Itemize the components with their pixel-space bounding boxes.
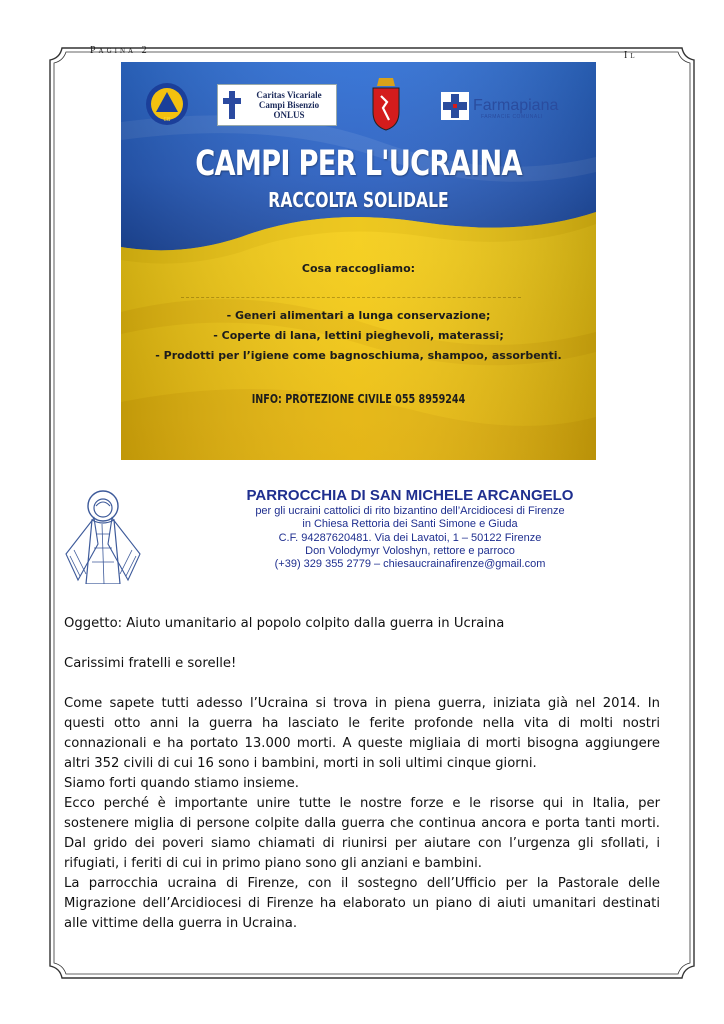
letter-paragraph: Ecco perché è importante unire tutte le nostre forze e le risorse qui in Italia, per sostenere miglia di persone colpite dalla guerra che continua ancora e porta tanti morti. Dal grido dei poveri siamo chiamati di riunirsi per aiutare con l’urgenza gli sfollati, i rifugiati, i feriti di cui in primo piano sono gli anziani e bambini.: [64, 796, 660, 871]
parish-line: per gli ucraini cattolici di rito bizantino dell’Arcidiocesi di Firenze: [255, 505, 565, 517]
parish-contact: (+39) 329 355 2779 – chiesaucrainafirenze@gmail.com: [274, 558, 546, 571]
page-number-label: Pagina 2: [90, 45, 150, 56]
parish-line: Don Volodymyr Voloshyn, rettore e parroco: [305, 544, 515, 557]
poster-subtitle: RACCOLTA SOLIDALE: [268, 188, 449, 212]
farmapiana-subtitle: FARMACIE COMUNALI: [481, 114, 543, 120]
parish-name: PARROCCHIA DI SAN MICHELE ARCANGELO: [246, 487, 574, 504]
svg-text:CB: CB: [163, 117, 171, 123]
list-item: - Coperte di lana, lettini pieghevoli, materassi;: [213, 329, 504, 342]
letter-paragraph: Siamo forti quando stiamo insieme.: [64, 776, 299, 791]
collect-heading: Cosa raccogliamo:: [301, 262, 416, 275]
letter-subject: Oggetto: Aiuto umanitario al popolo colpito dalla guerra in Ucraina: [64, 616, 505, 631]
pharmacy-cross-icon: [441, 92, 469, 120]
divider: [181, 297, 521, 298]
caritas-line: Caritas Vicariale: [256, 90, 322, 100]
letter-greeting: Carissimi fratelli e sorelle!: [64, 656, 237, 671]
protezione-civile-logo: [145, 82, 189, 126]
caritas-line: ONLUS: [273, 110, 305, 120]
farmapiana-logo: [441, 88, 571, 124]
header-right-label: Il: [624, 50, 638, 61]
parish-line: in Chiesa Rettoria dei Santi Simone e Giuda: [302, 518, 518, 531]
collect-list: [121, 306, 596, 366]
parish-header: [200, 487, 620, 571]
farmapiana-name: Farmapiana: [473, 97, 559, 114]
sponsor-logos: [121, 76, 596, 136]
poster-title: CAMPI PER L'UCRAINA: [195, 144, 522, 184]
poster-info: INFO: PROTEZIONE CIVILE 055 8959244: [251, 392, 466, 406]
parish-line: C.F. 94287620481. Via dei Lavatoi, 1 – 50122 Firenze: [278, 531, 542, 544]
archangel-icon: [58, 484, 148, 584]
caritas-logo: [217, 84, 337, 126]
letter-paragraph: Come sapete tutti adesso l’Ucraina si trova in piena guerra, iniziata già nel 2014. In questi otto anni la guerra ha lasciato le ferite profonde nella vita di molti nostri connazionali e ha portato 13.000 morti. A queste migliaia di morti bisogna aggiungere altri 352 civili di cui 16 sono i bambini, morti in soli ultimi cinque giorni.: [64, 696, 660, 771]
caritas-line: Campi Bisenzio: [258, 100, 320, 110]
list-item: - Generi alimentari a lunga conservazione;: [226, 309, 491, 322]
cross-icon: [222, 89, 242, 121]
comune-shield-logo: [369, 76, 403, 132]
list-item: - Prodotti per l’igiene come bagnoschiuma, shampoo, assorbenti.: [155, 349, 562, 362]
letter-body: [64, 614, 660, 934]
letter-paragraph: La parrocchia ucraina di Firenze, con il sostegno dell’Ufficio per la Pastorale delle Migrazione dell’Arcidiocesi di Firenze ha elaborato un piano di aiuti umanitari destinati alle vittime della guerra in Ucraina.: [64, 876, 660, 931]
poster-image: [121, 62, 596, 460]
